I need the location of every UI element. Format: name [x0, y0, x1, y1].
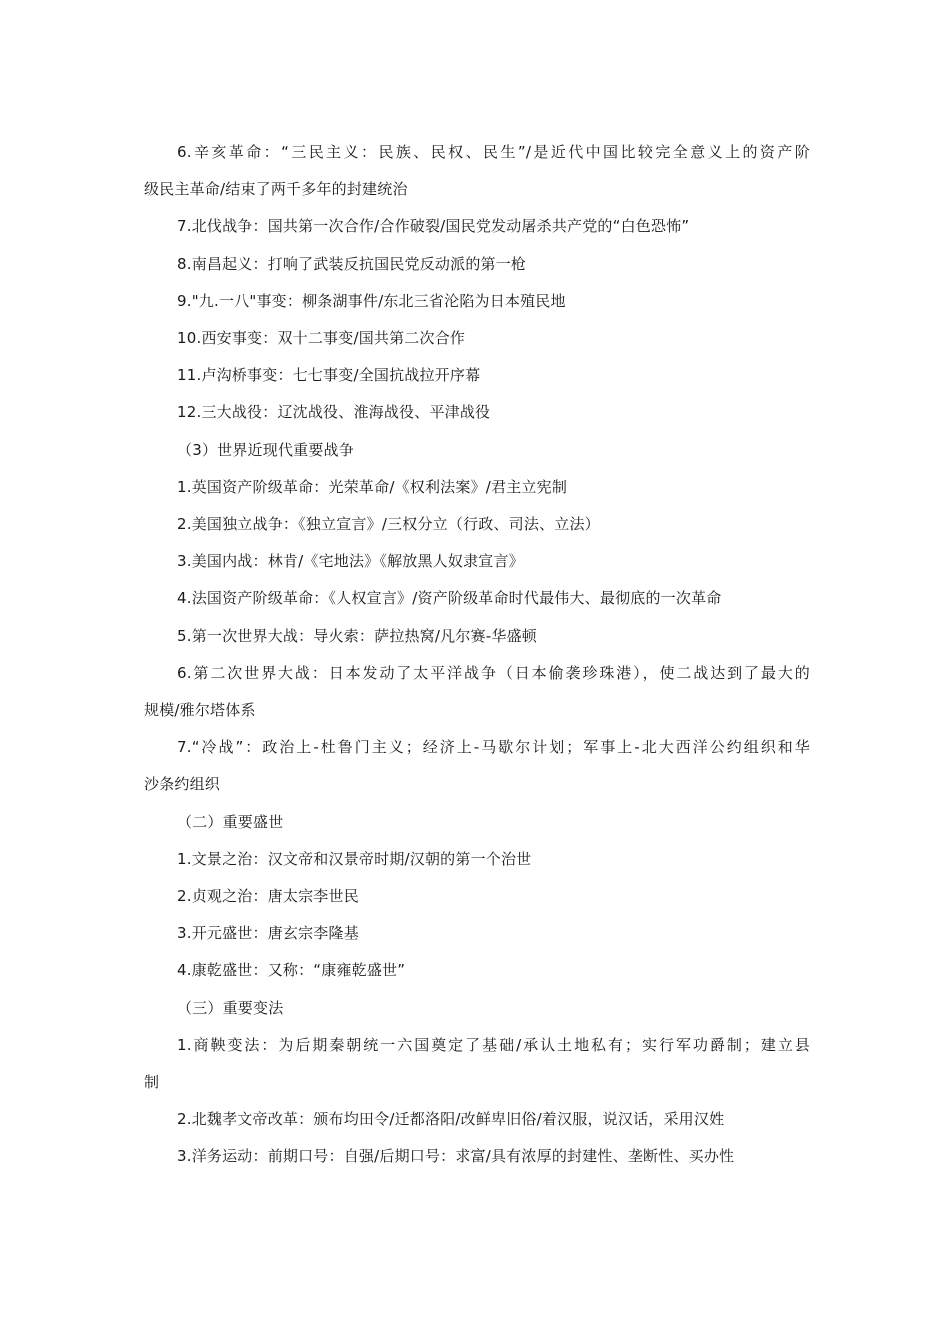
text-line: 2.北魏孝文帝改革：颁布均田令/迁都洛阳/改鲜卑旧俗/着汉服，说汉话，采用汉姓	[177, 1110, 725, 1129]
text-line: 4.法国资产阶级革命：《人权宣言》/资产阶级革命时代最伟大、最彻底的一次革命	[177, 589, 722, 608]
text-line: （三）重要变法	[177, 998, 284, 1017]
text-line: 3.洋务运动：前期口号：自强/后期口号：求富/具有浓厚的封建性、垄断性、买办性	[177, 1147, 735, 1166]
text-line: 12.三大战役：辽沈战役、淮海战役、平津战役	[177, 403, 491, 422]
text-line: 2.美国独立战争：《独立宣言》/三权分立（行政、司法、立法）	[177, 515, 600, 534]
text-line: 6.第二次世界大战：日本发动了太平洋战争（日本偷袭珍珠港），使二战达到了最大的	[177, 663, 810, 682]
text-line: 1.英国资产阶级革命：光荣革命/《权利法案》/君主立宪制	[177, 477, 568, 496]
text-line: 沙条约组织	[144, 775, 221, 794]
text-line: 11.卢沟桥事变：七七事变/全国抗战拉开序幕	[177, 366, 481, 385]
text-line: 3.开元盛世：唐玄宗李隆基	[177, 924, 359, 943]
text-line: 规模/雅尔塔体系	[144, 701, 256, 720]
text-line: 制	[144, 1073, 160, 1092]
text-line: 7.“冷战”：政治上-杜鲁门主义；经济上-马歇尔计划；军事上-北大西洋公约组织和华	[177, 738, 810, 757]
text-line: 8.南昌起义：打响了武装反抗国民党反动派的第一枪	[177, 254, 527, 273]
text-line: （3）世界近现代重要战争	[177, 440, 354, 459]
text-line: 9."九.一八"事变：柳条湖事件/东北三省沦陷为日本殖民地	[177, 291, 566, 310]
text-line: 6.辛亥革命：“三民主义：民族、民权、民生”/是近代中国比较完全意义上的资产阶	[177, 143, 810, 161]
text-line: 1.文景之治：汉文帝和汉景帝时期/汉朝的第一个治世	[177, 849, 532, 868]
text-line: 4.康乾盛世：又称：“康雍乾盛世”	[177, 961, 406, 980]
text-line: 7.北伐战争：国共第一次合作/合作破裂/国民党发动屠杀共产党的“白色恐怖”	[177, 217, 690, 236]
text-line: 1.商鞅变法：为后期秦朝统一六国奠定了基础/承认土地私有；实行军功爵制；建立县	[177, 1035, 810, 1054]
text-line: 3.美国内战：林肯/《宅地法》《解放黑人奴隶宣言》	[177, 552, 524, 571]
text-line: （二）重要盛世	[177, 812, 284, 831]
text-line: 5.第一次世界大战：导火索：萨拉热窝/凡尔赛-华盛顿	[177, 626, 537, 645]
text-line: 级民主革命/结束了两千多年的封建统治	[144, 180, 408, 199]
text-line: 2.贞观之治：唐太宗李世民	[177, 887, 359, 906]
text-line: 10.西安事变：双十二事变/国共第二次合作	[177, 329, 466, 348]
document-body	[144, 134, 810, 1176]
